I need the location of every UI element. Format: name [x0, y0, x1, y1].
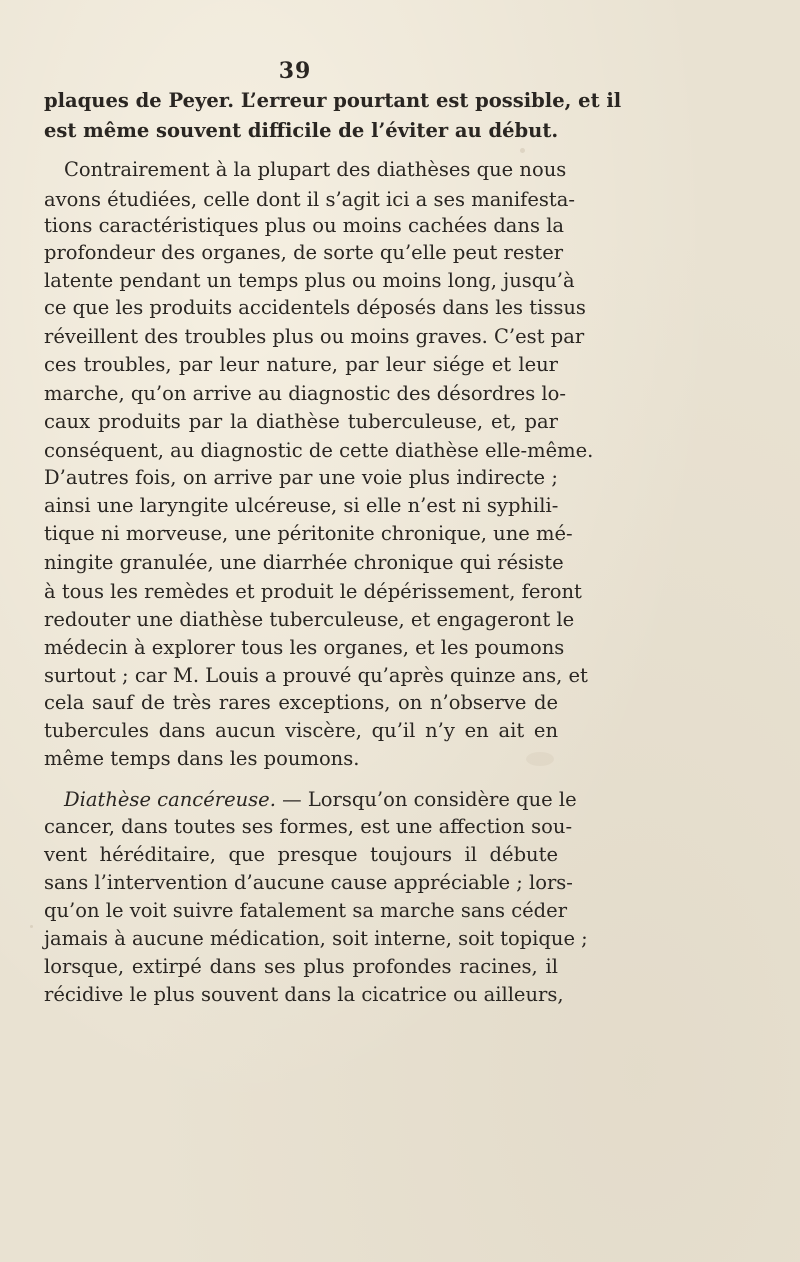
page-number: 39 [278, 58, 312, 84]
text-line: est même souvent difficile de l’éviter au début. [44, 119, 559, 142]
text-line: caux produits par la diathèse tuberculeuse, et, par [44, 410, 558, 433]
text-line: jamais à aucune médication, soit interne, soit topique ; [44, 927, 588, 950]
text-line: plaques de Peyer. L’erreur pourtant est possible, et il [44, 89, 622, 112]
text-line: récidive le plus souvent dans la cicatrice ou ailleurs, [44, 983, 564, 1006]
text-line: vent héréditaire, que presque toujours il débute [44, 843, 558, 866]
text-line: tubercules dans aucun viscère, qu’il n’y en ait en [44, 719, 558, 742]
text-line: réveillent des troubles plus ou moins graves. C’est par [44, 325, 585, 348]
text-line: profondeur des organes, de sorte qu’elle peut rester [44, 241, 564, 264]
text-line: médecin à explorer tous les organes, et les poumons [44, 636, 565, 659]
text-line: même temps dans les poumons. [44, 747, 360, 770]
text-line: conséquent, au diagnostic de cette diathèse elle-même. [44, 439, 594, 462]
text-fragment: — Lorsqu’on considère que le [275, 788, 577, 811]
text-line [64, 785, 577, 815]
text-line: surtout ; car M. Louis a prouvé qu’après quinze ans, et [44, 664, 588, 687]
paper-spot [30, 925, 33, 928]
text-line: sans l’intervention d’aucune cause appréciable ; lors- [44, 871, 573, 894]
text-line: tique ni morveuse, une péritonite chronique, une mé- [44, 522, 573, 545]
text-line: qu’on le voit suivre fatalement sa marche sans céder [44, 899, 568, 922]
text-line: avons étudiées, celle dont il s’agit ici a ses manifesta- [44, 188, 575, 211]
text-line: ningite granulée, une diarrhée chronique qui résiste [44, 551, 564, 574]
text-line: latente pendant un temps plus ou moins long, jusqu’à [44, 269, 575, 292]
text-line: lorsque, extirpé dans ses plus profondes racines, il [44, 955, 558, 978]
section-heading: Diathèse cancéreuse. [64, 788, 276, 811]
text-line: à tous les remèdes et produit le dépérissement, feront [44, 580, 582, 603]
text-line: ainsi une laryngite ulcéreuse, si elle n’est ni syphili- [44, 494, 559, 517]
text-line: cancer, dans toutes ses formes, est une affection sou- [44, 815, 573, 838]
text-line: ces troubles, par leur nature, par leur siége et leur [44, 353, 558, 376]
text-line: D’autres fois, on arrive par une voie plus indirecte ; [44, 466, 558, 489]
paper-spot [520, 148, 525, 153]
text-line: tions caractéristiques plus ou moins cachées dans la [44, 214, 565, 237]
text-line: cela sauf de très rares exceptions, on n’observe de [44, 691, 558, 714]
text-line: redouter une diathèse tuberculeuse, et engageront le [44, 608, 575, 631]
text-line: Contrairement à la plupart des diathèses que nous [64, 158, 567, 181]
text-line: marche, qu’on arrive au diagnostic des désordres lo- [44, 382, 566, 405]
text-line: ce que les produits accidentels déposés dans les tissus [44, 296, 586, 319]
